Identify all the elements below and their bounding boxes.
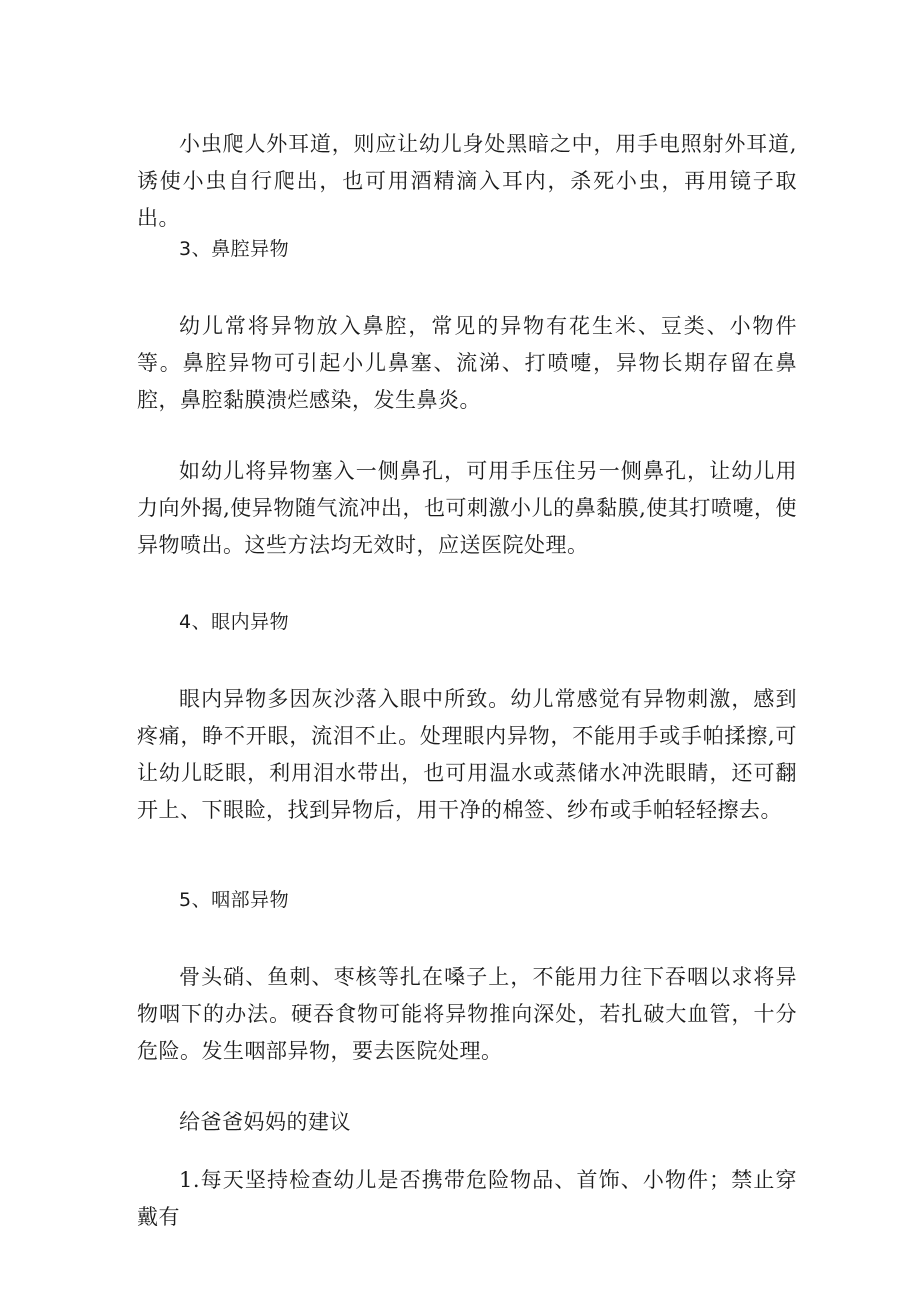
paragraph-nasal-treatment: 如幼儿将异物塞入一侧鼻孔，可用手压住另一侧鼻孔，让幼儿用力向外揭,使异物随气流冲出，也可刺激小儿的鼻黏膜,使其打喷嚏，使异物喷出。这些方法均无效时，应送医院处理。 bbox=[137, 459, 797, 557]
heading-throat-foreign-body: 5、咽部异物 bbox=[179, 889, 290, 911]
section-title-parent-advice: 给爸爸妈妈的建议 bbox=[179, 1110, 351, 1134]
paragraph-throat-treatment: 骨头硝、鱼刺、枣核等扎在嗓子上，不能用力往下吞咽以求将异物咽下的办法。硬吞食物可能将异物推向深处，若扎破大血管，十分危险。发生咽部异物，要去医院处理。 bbox=[137, 965, 797, 1063]
heading-eye-foreign-body: 4、眼内异物 bbox=[179, 611, 290, 633]
paragraph-nasal-description: 幼儿常将异物放入鼻腔，常见的异物有花生米、豆类、小物件等。鼻腔异物可引起小儿鼻塞、流涕、打喷嚏，异物长期存留在鼻腔，鼻腔黏膜溃烂感染，发生鼻炎。 bbox=[137, 314, 797, 412]
advice-item-1: 1.每天坚持检查幼儿是否携带危险物品、首饰、小物件；禁止穿戴有 bbox=[137, 1168, 797, 1229]
paragraph-ear-insect: 小虫爬人外耳道，则应让幼儿身处黑暗之中，用手电照射外耳道,诱使小虫自行爬出，也可用酒精滴入耳内，杀死小虫，再用镜子取出。 bbox=[137, 132, 797, 230]
paragraph-eye-treatment: 眼内异物多因灰沙落入眼中所致。幼儿常感觉有异物刺激，感到疼痛，睁不开眼，流泪不止。处理眼内异物，不能用手或手帕揉擦,可让幼儿眨眼，利用泪水带出，也可用温水或蒸储水冲洗眼睛，还可翻开上、下眼睑，找到异物后，用干净的棉签、纱布或手帕轻轻擦去。 bbox=[137, 687, 797, 822]
heading-nasal-foreign-body: 3、鼻腔异物 bbox=[179, 238, 290, 260]
